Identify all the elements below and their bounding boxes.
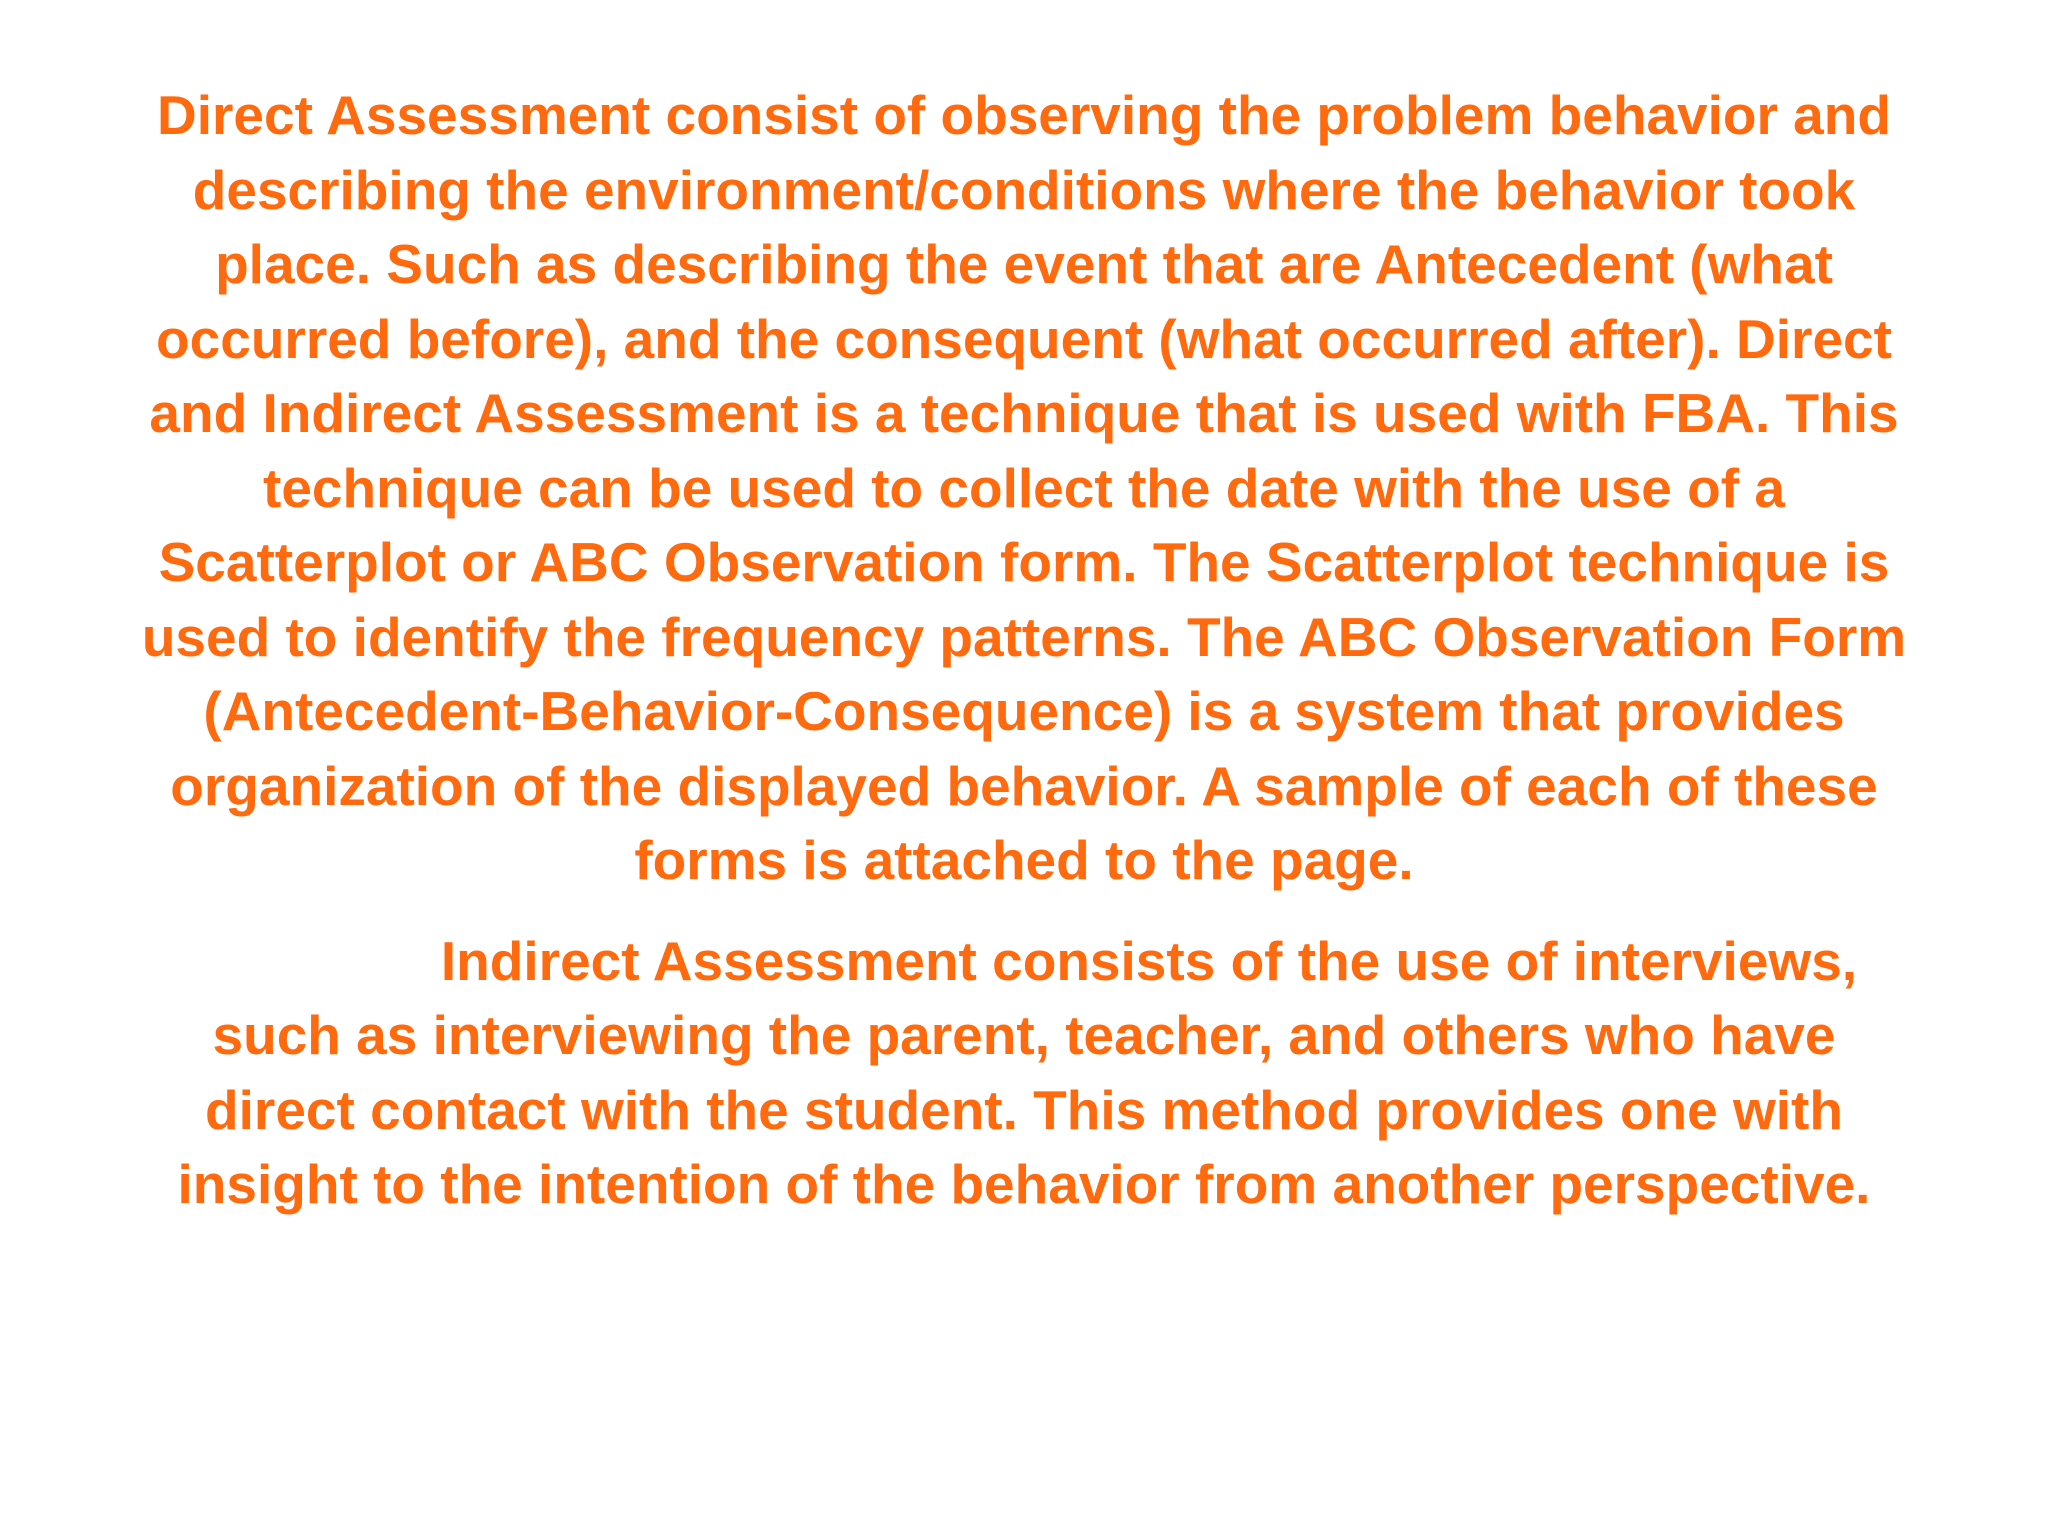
paragraph-indirect-assessment: Indirect Assessment consists of the use of interviews, such as interviewing the parent, teacher, and others who have direct contact with the student. This method provides one with insight to the intention of the behavior from another perspective. (177, 929, 1871, 1215)
paragraph-indirect-assessment-container (140, 924, 1908, 1222)
paragraph-direct-assessment: Direct Assessment consist of observing the problem behavior and describing the environment/conditions where the behavior took place. Such as describing the event that are Antecedent (what occurred before), and the consequent (what occurred after). Direct and Indirect Assessment is a technique that is used with FBA. This technique can be used to collect the date with the use of a Scatterplot or ABC Observation form. The Scatterplot technique is used to identify the frequency patterns. The ABC Observation Form (Antecedent-Behavior-Consequence) is a system that provides organization of the displayed behavior. A sample of each of these forms is attached to the page. (141, 84, 1907, 891)
slide-body (140, 78, 1908, 1222)
